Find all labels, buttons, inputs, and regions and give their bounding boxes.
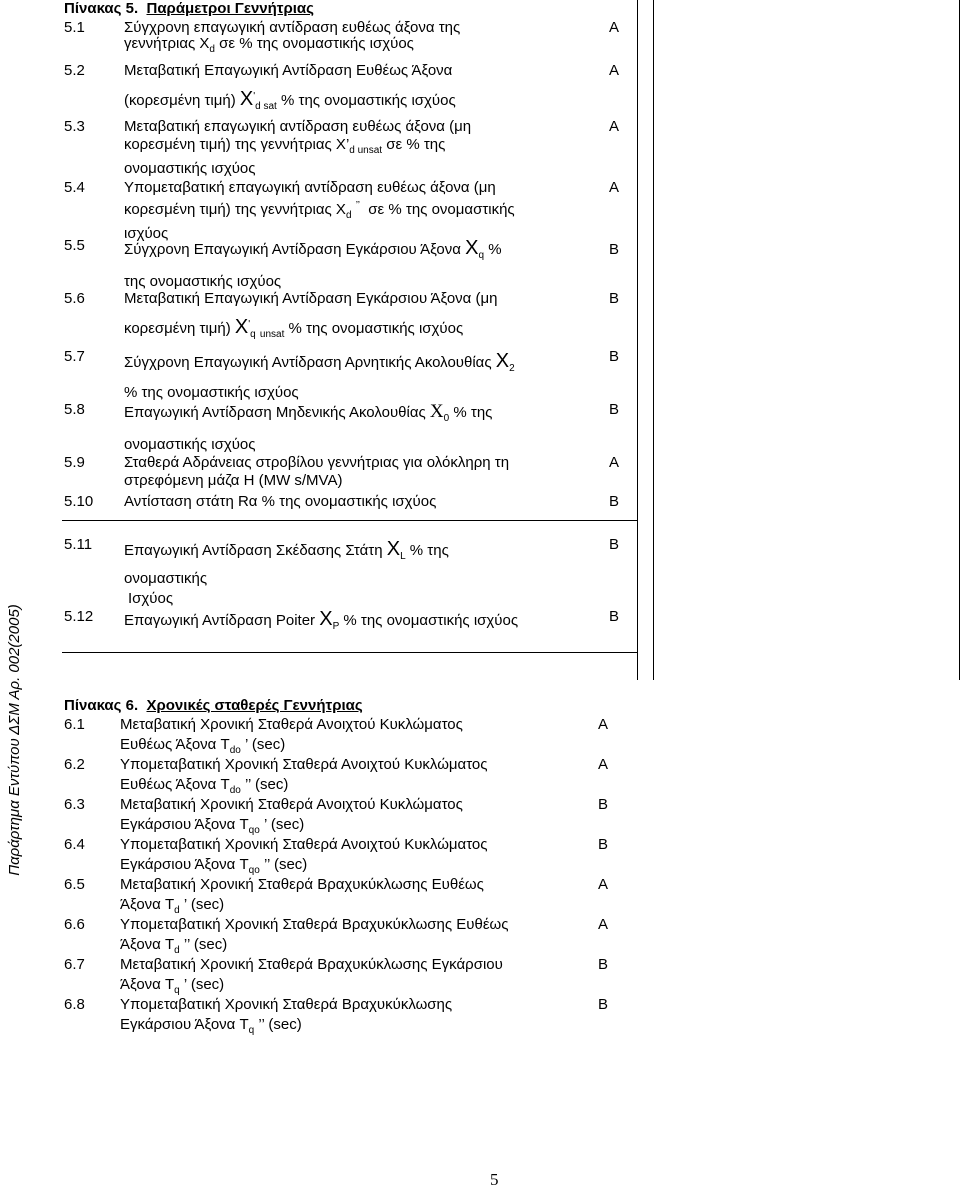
row-number: 5.4 [64, 179, 85, 196]
row-category: A [609, 19, 620, 36]
row-category: B [609, 536, 620, 553]
row-category: B [609, 401, 620, 418]
row-description: Μεταβατική Χρονική Σταθερά Ανοιχτού Κυκλώματος Εγκάρσιου Άξονα $T_{qo}$ ’ (sec) [120, 796, 463, 836]
row-description: Μεταβατική Επαγωγική Αντίδραση Εγκάρσιου Άξονα (μη κορεσμένη τιμή) $X'_q$ $_{unsat}$ % της ονομαστικής ισχύος [124, 290, 498, 340]
row-number: 5.2 [64, 62, 85, 79]
row-description: Σύγχρονη επαγωγική αντίδραση ευθέως άξονα της γεννήτριας $X_d$ σε % της ονομαστικής ισχύος [124, 19, 461, 55]
row-category: B [609, 493, 620, 510]
row-description: Υπομεταβατική Χρονική Σταθερά Ανοιχτού Κυκλώματος Εγκάρσιου Άξονα $T_{qo}$ ’’ (sec) [120, 836, 488, 876]
row-category: B [609, 348, 620, 365]
row-category: B [598, 956, 609, 973]
row-category: A [609, 454, 620, 471]
table6-title: Πίνακας 6. Χρονικές σταθερές Γεννήτριας [64, 697, 363, 714]
row-description: Υπομεταβατική επαγωγική αντίδραση ευθέως άξονα (μη κορεσμένη τιμή) της γεννήτριας $X_d$ ’’ σε % της ονομαστικής ισχύος [124, 179, 515, 242]
row-description: Μεταβατική Χρονική Σταθερά Ανοιχτού Κυκλώματος Ευθέως Άξονα $T_{do}$ ’ (sec) [120, 716, 463, 756]
row-description: Υπομεταβατική Χρονική Σταθερά Βραχυκύκλωσης Ευθέως Άξονα $T_d$ ’’ (sec) [120, 916, 509, 956]
row-number: 5.10 [64, 493, 94, 510]
row-description: Αντίσταση στάτη Rα % της ονομαστικής ισχύος [124, 493, 437, 510]
row-category: B [609, 241, 620, 258]
row-description: Υπομεταβατική Χρονική Σταθερά Ανοιχτού Κυκλώματος Ευθέως Άξονα $T_{do}$ ’’ (sec) [120, 756, 488, 796]
row-category: A [598, 756, 609, 773]
row-description: Μεταβατική Χρονική Σταθερά Βραχυκύκλωσης Εγκάρσιου Άξονα $T_q$ ’ (sec) [120, 956, 503, 996]
row-number: 6.6 [64, 916, 85, 933]
row-description: Μεταβατική Επαγωγική Αντίδραση Ευθέως Άξονα (κορεσμένη τιμή) $X'_{d sat}$ % της ονομαστικής ισχύος [124, 62, 456, 112]
row-description: Μεταβατική Χρονική Σταθερά Βραχυκύκλωσης Ευθέως Άξονα $T_d$ ’ (sec) [120, 876, 484, 916]
row-category: B [609, 608, 620, 625]
side-note: Παράρτημα Εντύπου ΔΣΜ Αρ. 002(2005) [6, 604, 23, 876]
row-description: Σταθερά Αδράνειας στροβίλου γεννήτριας για ολόκληρη τη στρεφόμενη μάζα H (MW s/MVA) [124, 454, 510, 489]
row-number: 5.1 [64, 19, 85, 36]
row-category: A [609, 62, 620, 79]
row-number: 6.3 [64, 796, 85, 813]
row-number: 5.12 [64, 608, 94, 625]
row-divider [62, 652, 638, 653]
row-category: A [609, 118, 620, 135]
row-category: B [598, 996, 609, 1013]
row-description: Υπομεταβατική Χρονική Σταθερά Βραχυκύκλωσης Εγκάρσιου Άξονα $T_q$ ’’ (sec) [120, 996, 453, 1036]
row-number: 5.5 [64, 237, 85, 254]
row-category: B [609, 290, 620, 307]
column-divider [653, 0, 654, 680]
row-number: 6.4 [64, 836, 85, 853]
row-number: 5.7 [64, 348, 85, 365]
page-number: 5 [490, 1170, 499, 1189]
row-description: Σύγχρονη Επαγωγική Αντίδραση Εγκάρσιου Άξονα $X_q$ % της ονομαστικής ισχύος [124, 237, 502, 290]
row-category: A [598, 716, 609, 733]
row-number: 6.8 [64, 996, 85, 1013]
row-number: 6.7 [64, 956, 85, 973]
column-divider [637, 0, 638, 680]
row-number: 5.6 [64, 290, 85, 307]
row-number: 6.1 [64, 716, 85, 733]
row-category: A [598, 876, 609, 893]
row-description: Επαγωγική Αντίδραση Μηδενικής Ακολουθίας $X_0$ % της ονομαστικής ισχύος [124, 401, 493, 453]
row-description: Επαγωγική Αντίδραση Poiter $X_P$ % της ονομαστικής ισχύος [124, 608, 519, 632]
row-divider [62, 520, 638, 521]
row-category: B [598, 796, 609, 813]
row-number: 6.2 [64, 756, 85, 773]
row-description: Μεταβατική επαγωγική αντίδραση ευθέως άξονα (μη κορεσμένη τιμή) της γεννήτριας $X’_{d unsat}$ σε % της ονομαστικής ισχύος [124, 118, 472, 177]
row-category: A [609, 179, 620, 196]
table5-title: Πίνακας 5. Παράμετροι Γεννήτριας [64, 0, 314, 17]
row-number: 6.5 [64, 876, 85, 893]
row-description: Σύγχρονη Επαγωγική Αντίδραση Αρνητικής Ακολουθίας $X_2$ % της ονομαστικής ισχύος [124, 350, 515, 401]
row-description: Επαγωγική Αντίδραση Σκέδασης Στάτη $X_L$ % της ονομαστικής Ισχύος [124, 538, 449, 607]
row-category: B [598, 836, 609, 853]
row-number: 5.9 [64, 454, 85, 471]
row-number: 5.3 [64, 118, 85, 135]
row-category: A [598, 916, 609, 933]
row-number: 5.8 [64, 401, 85, 418]
row-number: 5.11 [64, 536, 93, 553]
